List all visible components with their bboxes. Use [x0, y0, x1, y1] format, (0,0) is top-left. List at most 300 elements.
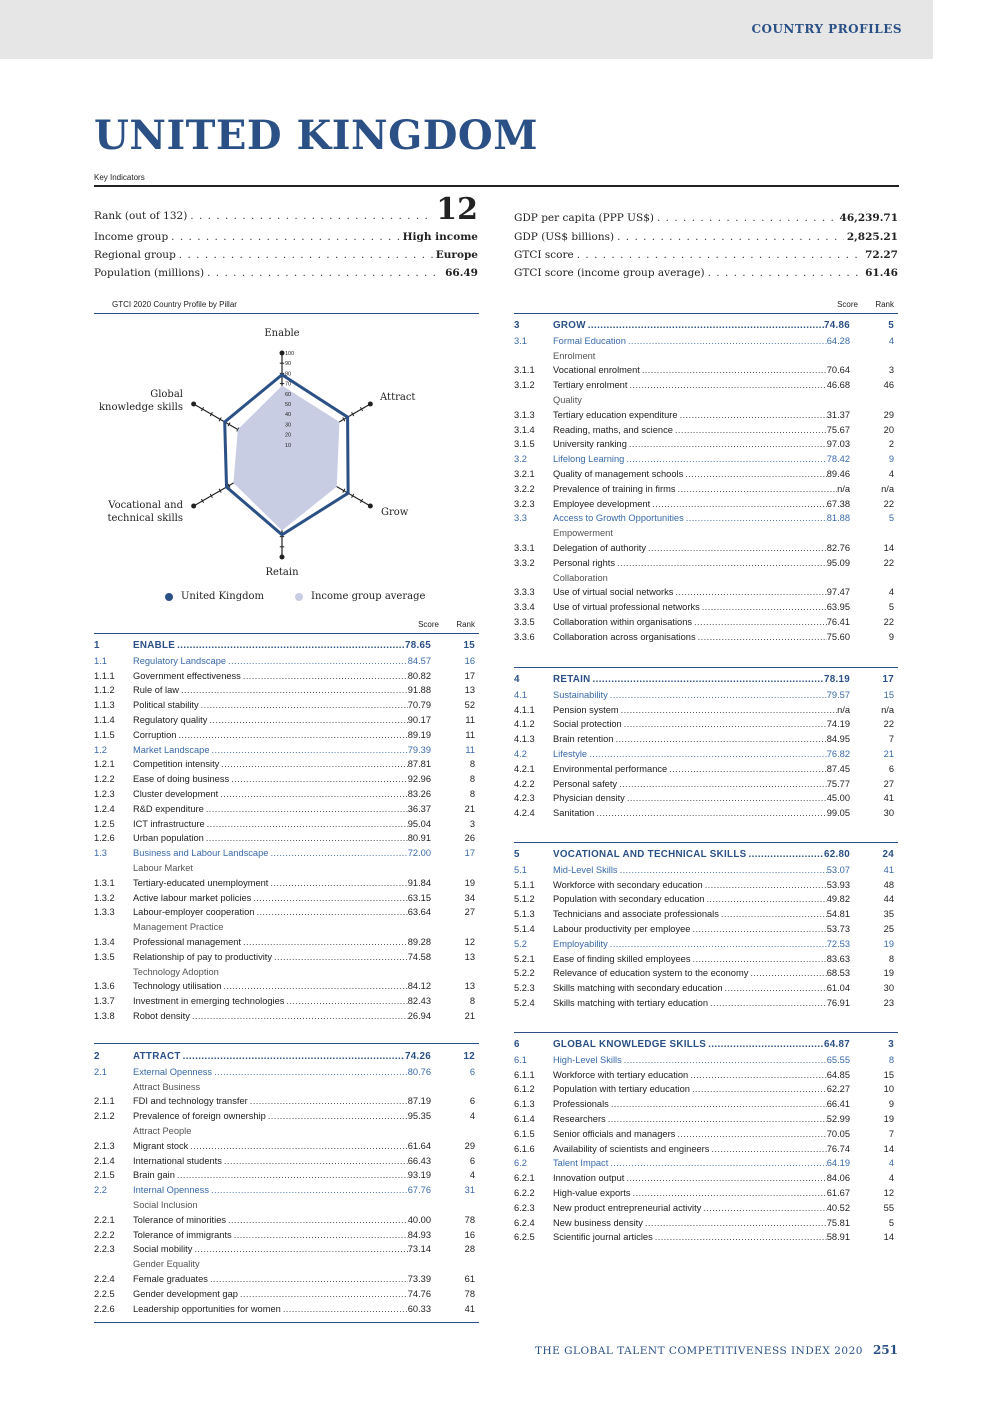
indicator-row: [94, 669, 479, 684]
row-score: 61.67: [826, 1187, 850, 1198]
row-score: 84.06: [826, 1173, 850, 1184]
indicator-row: [514, 363, 898, 378]
row-label: Collaboration across organisations: [553, 631, 696, 642]
sub-pillar-row: [514, 688, 898, 703]
indicator-row: [514, 1201, 898, 1216]
row-score: 87.19: [407, 1096, 431, 1107]
row-rank: 4: [888, 468, 894, 479]
row-score: 70.05: [826, 1128, 850, 1139]
row-code: 3.1.3: [514, 409, 535, 420]
row-rank: 17: [464, 670, 475, 681]
row-score: 40.00: [407, 1214, 431, 1225]
row-rank: 4: [888, 587, 894, 598]
row-rank: 8: [469, 788, 475, 799]
legend-item-united-kingdom: [165, 591, 264, 602]
row-code: 1.1.2: [94, 685, 115, 696]
row-rank: 8: [469, 996, 475, 1007]
radar-series: [225, 375, 348, 535]
row-code: 3.2.3: [514, 498, 535, 509]
row-label: New business density: [553, 1217, 643, 1228]
page-title: UNITED KINGDOM: [94, 112, 539, 159]
profile-rule: [94, 313, 479, 314]
sub-pillar-row: [94, 654, 479, 669]
radar-tick-label: 10: [285, 442, 292, 449]
indicator-row: [514, 1097, 898, 1112]
row-rank: 11: [465, 729, 475, 740]
indicator-row: [514, 1082, 898, 1097]
row-rank: 19: [883, 1113, 894, 1124]
row-rank: 30: [883, 808, 894, 819]
row-code: 3.3: [514, 513, 527, 524]
row-label: Workforce with secondary education: [553, 879, 703, 890]
row-rank: 44: [883, 894, 894, 905]
row-score: 78.19: [823, 674, 850, 685]
row-code: 5.1.2: [514, 894, 535, 905]
sub-pillar-row: [514, 511, 898, 526]
radar-tick-label: 100: [285, 351, 295, 357]
row-label: Sustainability: [553, 689, 608, 700]
sub-pillar-row: [514, 937, 898, 952]
row-rank: 8: [888, 1054, 894, 1065]
indicator-row: [514, 762, 898, 777]
indicator-row: [94, 1242, 479, 1257]
left-table-header: [94, 620, 479, 632]
row-rank: 48: [883, 879, 894, 890]
indicator-row: [94, 876, 479, 891]
radar-axis-label-line: technical skills: [107, 513, 183, 524]
row-code: 6.2.4: [514, 1217, 535, 1228]
key-indicator-regional-group: [94, 249, 478, 261]
row-rank: 22: [883, 557, 894, 568]
row-label: Social Inclusion: [133, 1199, 198, 1210]
row-score: 61.04: [826, 983, 850, 994]
row-rank: 78: [464, 1214, 475, 1225]
row-label: ATTRACT: [133, 1051, 181, 1062]
row-code: 5.2.3: [514, 983, 535, 994]
key-indicator-label: GDP per capita (PPP US$): [514, 212, 654, 224]
row-rank: 15: [883, 689, 894, 700]
row-rank: 29: [464, 1140, 475, 1151]
row-rank: 15: [883, 1069, 894, 1080]
row-label: Urban population: [133, 833, 204, 844]
row-code: 2.2.6: [94, 1303, 115, 1314]
indicator-row: [514, 996, 898, 1011]
rank-header: Rank: [875, 300, 894, 309]
pillar-table-retain: [514, 673, 898, 821]
key-indicator-gtci-income-avg: [514, 267, 898, 279]
row-label: Management Practice: [133, 922, 224, 933]
page-footer: [535, 1343, 898, 1357]
row-score: 72.00: [407, 848, 431, 859]
row-score: 84.57: [407, 655, 431, 666]
radar-axis-end: [368, 402, 373, 407]
row-label: Availability of scientists and engineers: [553, 1143, 710, 1154]
row-rank: 17: [464, 848, 475, 859]
indicator-row: [514, 717, 898, 732]
row-rank: 9: [888, 631, 894, 642]
row-score: 26.94: [407, 1010, 431, 1021]
row-code: 3.3.6: [514, 631, 535, 642]
row-code: 1.1.3: [94, 700, 115, 711]
row-rank: 28: [464, 1244, 475, 1255]
key-indicator-gdp: [514, 231, 898, 243]
row-rank: 30: [883, 983, 894, 994]
row-rank: 31: [464, 1185, 475, 1196]
row-code: 3.3.1: [514, 542, 535, 553]
row-label: Formal Education: [553, 335, 626, 346]
row-label: Use of virtual social networks: [553, 587, 674, 598]
row-label: Sanitation: [553, 808, 595, 819]
row-rank: 9: [888, 454, 894, 465]
row-score: 89.28: [407, 936, 431, 947]
row-rank: 16: [464, 1229, 475, 1240]
group-heading-row: [94, 1257, 479, 1272]
indicator-row: [514, 556, 898, 571]
radar-axis-end: [191, 504, 196, 509]
row-label: Collaboration within organisations: [553, 616, 693, 627]
sub-pillar-row: [94, 846, 479, 861]
indicator-row: [514, 467, 898, 482]
row-rank: 3: [888, 1039, 894, 1050]
row-score: 74.58: [407, 951, 431, 962]
row-rank: 5: [888, 602, 894, 613]
sub-pillar-row: [514, 1156, 898, 1171]
key-indicator-value: 46,239.71: [839, 212, 898, 224]
key-indicator-value: 66.49: [445, 267, 478, 279]
row-score: 75.81: [826, 1217, 850, 1228]
radar-axis-label-line: Attract: [380, 392, 416, 403]
row-label: Tertiary-educated unemployment: [133, 877, 269, 888]
row-label: Labour productivity per employee: [553, 923, 691, 934]
row-label: Mid-Level Skills: [553, 864, 618, 875]
row-label: Technology Adoption: [133, 966, 219, 977]
row-rank: 6: [469, 1096, 475, 1107]
row-label: University ranking: [553, 439, 627, 450]
key-indicator-label: Regional group: [94, 249, 176, 261]
row-rank: 8: [469, 759, 475, 770]
indicator-row: [514, 630, 898, 645]
legend-label: United Kingdom: [181, 591, 264, 602]
row-rank: 22: [883, 498, 894, 509]
indicator-row: [514, 1216, 898, 1231]
row-rank: 6: [469, 1155, 475, 1166]
row-label: Skills matching with tertiary education: [553, 997, 709, 1008]
key-indicator-value: 72.27: [865, 249, 898, 261]
row-score: n/a: [837, 483, 850, 494]
row-rank: 19: [464, 877, 475, 888]
group-heading-row: [94, 965, 479, 980]
row-score: 82.76: [826, 542, 850, 553]
row-rank: 5: [888, 513, 894, 524]
pillar-table-grow: [514, 319, 898, 645]
indicator-row: [94, 772, 479, 787]
row-score: 79.39: [407, 744, 431, 755]
row-score: 74.19: [826, 719, 850, 730]
row-label: Leadership opportunities for women: [133, 1303, 281, 1314]
row-code: 1.3.3: [94, 907, 115, 918]
row-code: 4: [514, 674, 520, 685]
row-label: FDI and technology transfer: [133, 1096, 248, 1107]
key-indicator-income-group: [94, 231, 478, 243]
row-score: 53.73: [826, 923, 850, 934]
row-label: GROW: [553, 320, 586, 331]
sub-pillar-row: [514, 1053, 898, 1068]
row-rank: 13: [464, 951, 475, 962]
row-code: 2.1.4: [94, 1155, 115, 1166]
row-score: 97.03: [826, 439, 850, 450]
row-score: 97.47: [826, 587, 850, 598]
row-label: Rule of law: [133, 685, 179, 696]
row-label: Enrolment: [553, 350, 596, 361]
row-label: Regulatory Landscape: [133, 655, 227, 666]
rank-header: Rank: [456, 620, 475, 629]
row-rank: 52: [464, 700, 475, 711]
row-score: 58.91: [826, 1232, 850, 1243]
indicator-row: [514, 378, 898, 393]
row-rank: 8: [469, 774, 475, 785]
row-label: Empowerment: [553, 528, 613, 539]
row-label: Market Landscape: [133, 744, 210, 755]
row-label: Employability: [553, 938, 608, 949]
indicator-row: [514, 922, 898, 937]
score-header: Score: [418, 620, 439, 629]
row-code: 3.3.2: [514, 557, 535, 568]
indicator-row: [94, 1139, 479, 1154]
indicator-row: [94, 1094, 479, 1109]
key-indicator-label: GDP (US$ billions): [514, 231, 615, 243]
row-label: Brain retention: [553, 734, 614, 745]
row-label: Social protection: [553, 719, 622, 730]
row-rank: 2: [888, 439, 894, 450]
row-label: New product entrepreneurial activity: [553, 1202, 702, 1213]
row-rank: 6: [888, 763, 894, 774]
row-rank: 22: [883, 719, 894, 730]
indicator-row: [514, 1068, 898, 1083]
indicator-row: [514, 952, 898, 967]
row-label: High-Level Skills: [553, 1054, 622, 1065]
indicator-row: [94, 891, 479, 906]
row-score: n/a: [837, 704, 850, 715]
indicator-row: [514, 907, 898, 922]
row-rank: 24: [882, 849, 894, 860]
row-rank: 27: [883, 778, 894, 789]
row-rank: 3: [469, 818, 475, 829]
indicator-row: [94, 728, 479, 743]
row-rank: 19: [883, 938, 894, 949]
row-code: 2.1.2: [94, 1111, 115, 1122]
group-heading-row: [94, 1124, 479, 1139]
row-rank: 23: [883, 997, 894, 1008]
row-label: Reading, maths, and science: [553, 424, 673, 435]
row-code: 6.2.3: [514, 1202, 535, 1213]
row-score: 76.82: [826, 748, 850, 759]
row-label: Social mobility: [133, 1244, 193, 1255]
key-indicator-value: 61.46: [865, 267, 898, 279]
row-code: 3.3.3: [514, 587, 535, 598]
row-label: Gender development gap: [133, 1288, 238, 1299]
row-code: 6: [514, 1039, 520, 1050]
row-score: 83.26: [407, 788, 431, 799]
radar-tick-label: 40: [285, 412, 292, 419]
row-label: Regulatory quality: [133, 714, 208, 725]
group-heading-row: [94, 1080, 479, 1095]
indicator-row: [514, 981, 898, 996]
row-label: Lifestyle: [553, 748, 588, 759]
row-rank: 14: [883, 542, 894, 553]
radar-tick-label: 60: [285, 391, 292, 398]
row-code: 1.2.5: [94, 818, 115, 829]
row-code: 5.2.1: [514, 953, 535, 964]
row-code: 4.1.3: [514, 734, 535, 745]
row-label: Physician density: [553, 793, 625, 804]
row-rank: n/a: [881, 483, 894, 494]
indicator-row: [514, 423, 898, 438]
row-label: Relationship of pay to productivity: [133, 951, 273, 962]
row-code: 2.2.2: [94, 1229, 115, 1240]
radar-axis-label: [264, 328, 299, 339]
sub-pillar-row: [514, 334, 898, 349]
row-rank: 16: [464, 655, 475, 666]
row-rank: 21: [883, 748, 894, 759]
group-heading-row: [514, 349, 898, 364]
row-rank: 20: [883, 424, 894, 435]
row-label: Population with tertiary education: [553, 1084, 690, 1095]
row-rank: 14: [883, 1232, 894, 1243]
row-label: Population with secondary education: [553, 894, 705, 905]
row-score: 62.27: [826, 1084, 850, 1095]
row-score: 76.91: [826, 997, 850, 1008]
sub-pillar-row: [94, 1183, 479, 1198]
row-rank: 21: [464, 803, 475, 814]
indicator-row: [514, 703, 898, 718]
legend-swatch: [295, 593, 303, 601]
key-indicator-value: 2,825.21: [846, 231, 898, 243]
row-code: 1: [94, 640, 100, 651]
row-score: 87.81: [407, 759, 431, 770]
row-rank: 8: [888, 953, 894, 964]
row-code: 1.3.1: [94, 877, 115, 888]
group-heading-row: [514, 571, 898, 586]
row-rank: 7: [888, 1128, 894, 1139]
row-rank: 61: [464, 1273, 475, 1284]
row-label: Business and Labour Landscape: [133, 848, 269, 859]
key-indicator-gdp-per-capita: [514, 212, 898, 224]
row-score: 62.80: [823, 849, 850, 860]
row-score: 95.09: [826, 557, 850, 568]
row-code: 2.1: [94, 1066, 107, 1077]
row-score: 91.84: [407, 877, 431, 888]
row-code: 6.1.4: [514, 1113, 535, 1124]
pillar-rule: [514, 842, 898, 843]
row-score: 63.15: [407, 892, 431, 903]
indicator-row: [94, 831, 479, 846]
indicator-row: [94, 950, 479, 965]
row-code: 2.1.3: [94, 1140, 115, 1151]
row-code: 3.1.4: [514, 424, 535, 435]
radar-chart: [94, 318, 479, 583]
indicator-row: [514, 1186, 898, 1201]
pillar-row: [94, 639, 479, 654]
indicator-row: [514, 1230, 898, 1245]
sub-pillar-row: [514, 747, 898, 762]
indicator-row: [514, 1127, 898, 1142]
indicator-row: [94, 802, 479, 817]
key-indicator-label: GTCI score (income group average): [514, 267, 705, 279]
row-code: 1.2.3: [94, 788, 115, 799]
row-rank: 4: [888, 335, 894, 346]
row-score: 66.43: [407, 1155, 431, 1166]
row-code: 5: [514, 849, 520, 860]
row-label: High-value exports: [553, 1187, 631, 1198]
indicator-row: [94, 935, 479, 950]
indicator-row: [514, 1142, 898, 1157]
row-score: 70.79: [407, 700, 431, 711]
row-score: 64.87: [823, 1039, 850, 1050]
row-label: Pension system: [553, 704, 619, 715]
indicator-row: [514, 732, 898, 747]
row-score: 80.76: [407, 1066, 431, 1077]
indicator-row: [94, 979, 479, 994]
radar-axis-label-line: Global: [150, 389, 183, 400]
row-label: Senior officials and managers: [553, 1128, 676, 1139]
row-score: 95.04: [407, 818, 431, 829]
indicator-row: [514, 806, 898, 821]
score-header: Score: [837, 300, 858, 309]
row-code: 4.1.2: [514, 719, 535, 730]
row-rank: 6: [469, 1066, 475, 1077]
row-label: Brain gain: [133, 1170, 175, 1181]
row-rank: 12: [463, 1051, 475, 1062]
row-score: 73.14: [407, 1244, 431, 1255]
row-label: Migrant stock: [133, 1140, 189, 1151]
row-rank: 4: [888, 1173, 894, 1184]
radar-tick-label: 50: [285, 402, 292, 408]
row-code: 5.1: [514, 864, 527, 875]
indicator-row: [94, 1154, 479, 1169]
indicator-row: [94, 787, 479, 802]
row-code: 1.3.2: [94, 892, 115, 903]
radar-axis-label-line: Grow: [381, 507, 409, 518]
indicator-row: [94, 1272, 479, 1287]
row-rank: 15: [463, 640, 475, 651]
indicator-row: [514, 791, 898, 806]
row-score: 70.64: [826, 365, 850, 376]
row-label: Lifelong Learning: [553, 454, 625, 465]
key-indicator-label: GTCI score: [514, 249, 574, 261]
row-rank: 27: [464, 907, 475, 918]
row-score: 65.55: [826, 1054, 850, 1065]
radar-tick-label: 80: [285, 371, 292, 378]
row-rank: 41: [883, 864, 894, 875]
row-code: 3.2.2: [514, 483, 535, 494]
row-code: 1.2.6: [94, 833, 115, 844]
row-score: 91.88: [407, 685, 431, 696]
key-indicator-value: High income: [402, 231, 478, 243]
row-score: 45.00: [826, 793, 850, 804]
row-code: 5.1.1: [514, 879, 535, 890]
row-code: 4.2.1: [514, 763, 535, 774]
row-score: 87.45: [826, 763, 850, 774]
row-label: Professionals: [553, 1099, 609, 1110]
row-label: Relevance of education system to the economy: [553, 968, 749, 979]
row-code: 6.1.6: [514, 1143, 535, 1154]
row-code: 5.2.4: [514, 997, 535, 1008]
row-rank: 4: [888, 1158, 894, 1169]
radar-axis-end: [280, 555, 285, 560]
pillar-table-enable: [94, 639, 479, 1024]
radar-axis-label-line: Enable: [264, 328, 300, 339]
row-score: 54.81: [826, 909, 850, 920]
